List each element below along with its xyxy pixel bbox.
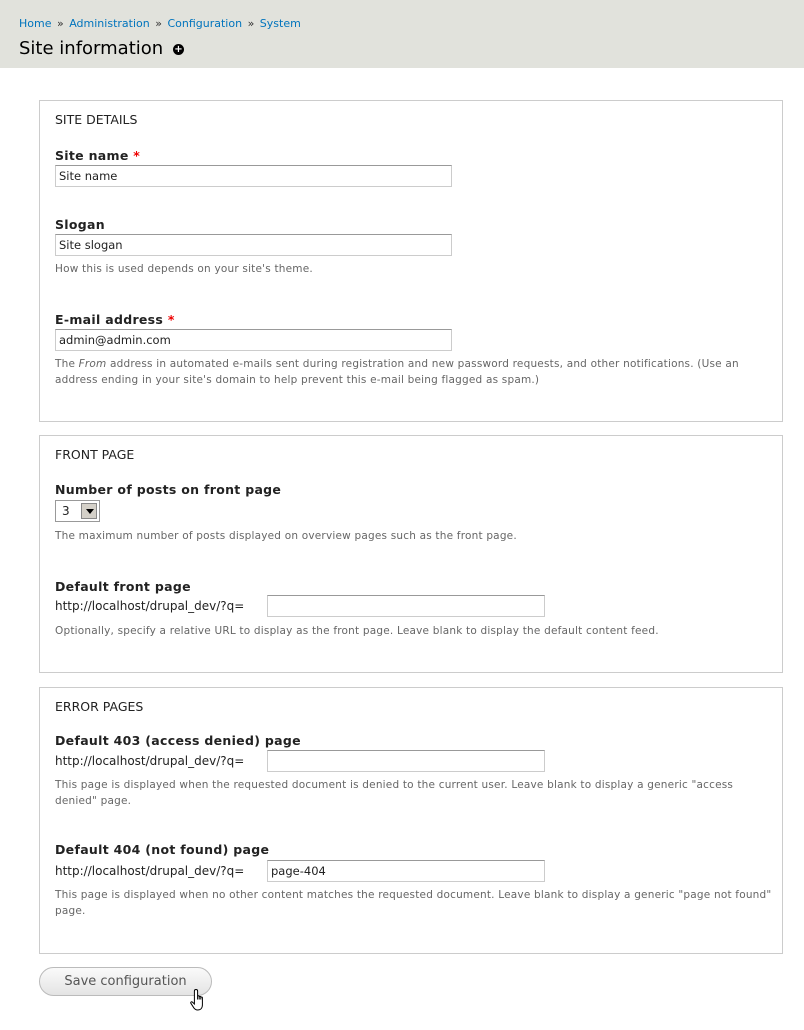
hand-pointer-icon xyxy=(190,988,210,1014)
email-label: E-mail address * xyxy=(55,312,175,327)
breadcrumb-administration-link[interactable]: Administration xyxy=(69,17,150,30)
site-details-legend: SITE DETAILS xyxy=(55,112,138,127)
slogan-input[interactable] xyxy=(55,234,452,256)
slogan-description: How this is used depends on your site's theme. xyxy=(55,263,313,275)
site-name-input[interactable] xyxy=(55,165,452,187)
site-details-fieldset xyxy=(39,100,783,422)
required-marker: * xyxy=(167,312,175,327)
default-front-label: Default front page xyxy=(55,579,191,594)
error-pages-legend: ERROR PAGES xyxy=(55,699,144,714)
page-404-input[interactable] xyxy=(267,860,545,882)
front-page-legend: FRONT PAGE xyxy=(55,447,135,462)
save-configuration-button[interactable]: Save configuration xyxy=(39,967,212,996)
site-name-label: Site name * xyxy=(55,148,141,163)
page-404-url-prefix: http://localhost/drupal_dev/?q= xyxy=(55,864,245,878)
posts-count-description: The maximum number of posts displayed on overview pages such as the front page. xyxy=(55,530,517,542)
page-403-description: This page is displayed when the requested document is denied to the current user. Leave blank to display a generic "access denied" page. xyxy=(55,779,734,807)
page-403-input[interactable] xyxy=(267,750,545,772)
required-marker: * xyxy=(133,148,141,163)
page-403-label: Default 403 (access denied) page xyxy=(55,733,301,748)
posts-count-label: Number of posts on front page xyxy=(55,482,282,497)
default-front-description: Optionally, specify a relative URL to display as the front page. Leave blank to display the default content feed. xyxy=(55,625,659,637)
posts-count-selected-value: 3 xyxy=(62,504,70,518)
default-front-url-prefix: http://localhost/drupal_dev/?q= xyxy=(55,599,245,613)
page-404-description: This page is displayed when no other content matches the requested document. Leave blank to display a generic "page not found" page. xyxy=(55,889,772,917)
breadcrumb-separator: » xyxy=(247,17,255,30)
breadcrumb-separator: » xyxy=(56,17,64,30)
default-front-input[interactable] xyxy=(267,595,545,617)
breadcrumb-configuration-link[interactable]: Configuration xyxy=(167,17,243,30)
breadcrumb-system-link[interactable]: System xyxy=(259,17,301,30)
page-header xyxy=(0,0,804,68)
email-input[interactable] xyxy=(55,329,452,351)
posts-count-select[interactable] xyxy=(55,500,100,522)
page-title: Site information xyxy=(19,38,164,59)
breadcrumb-separator: » xyxy=(155,17,162,30)
page-403-url-prefix: http://localhost/drupal_dev/?q= xyxy=(55,754,245,768)
chevron-down-icon[interactable] xyxy=(81,503,97,519)
email-description: The From address in automated e-mails sent during registration and new password requests, and other notifications. (Use an address ending in your site's domain to help prevent this e-mail being flagged as spam.) xyxy=(55,358,739,386)
error-pages-fieldset xyxy=(39,687,783,954)
add-shortcut-plus-icon[interactable]: + xyxy=(174,44,183,55)
breadcrumb xyxy=(19,17,301,30)
breadcrumb-home-link[interactable]: Home xyxy=(19,17,52,30)
slogan-label: Slogan xyxy=(55,217,105,232)
front-page-fieldset xyxy=(39,435,783,673)
page-404-label: Default 404 (not found) page xyxy=(55,842,270,857)
